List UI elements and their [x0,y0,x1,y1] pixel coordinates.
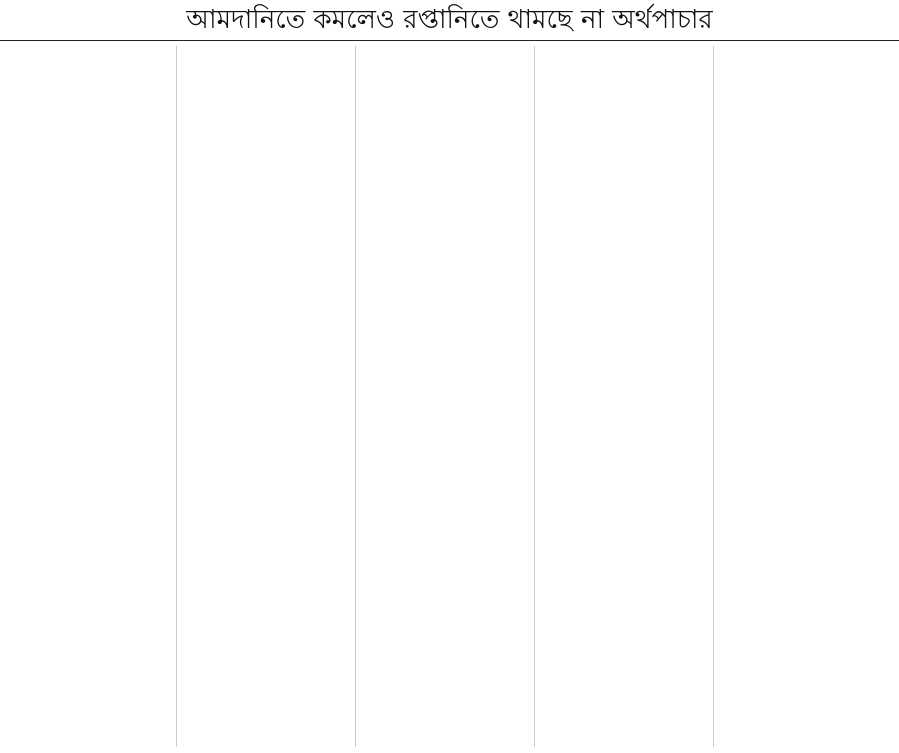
article-column-2 [185,46,356,747]
article-column-5 [722,46,893,747]
headline: আমদানিতে কমলেও রপ্তানিতে থামছে না অর্থপাচার [186,5,713,35]
article-column-1 [6,46,177,747]
article-columns [6,46,893,747]
article-column-4 [543,46,714,747]
article-column-3 [364,46,535,747]
headline-bar [0,0,899,41]
